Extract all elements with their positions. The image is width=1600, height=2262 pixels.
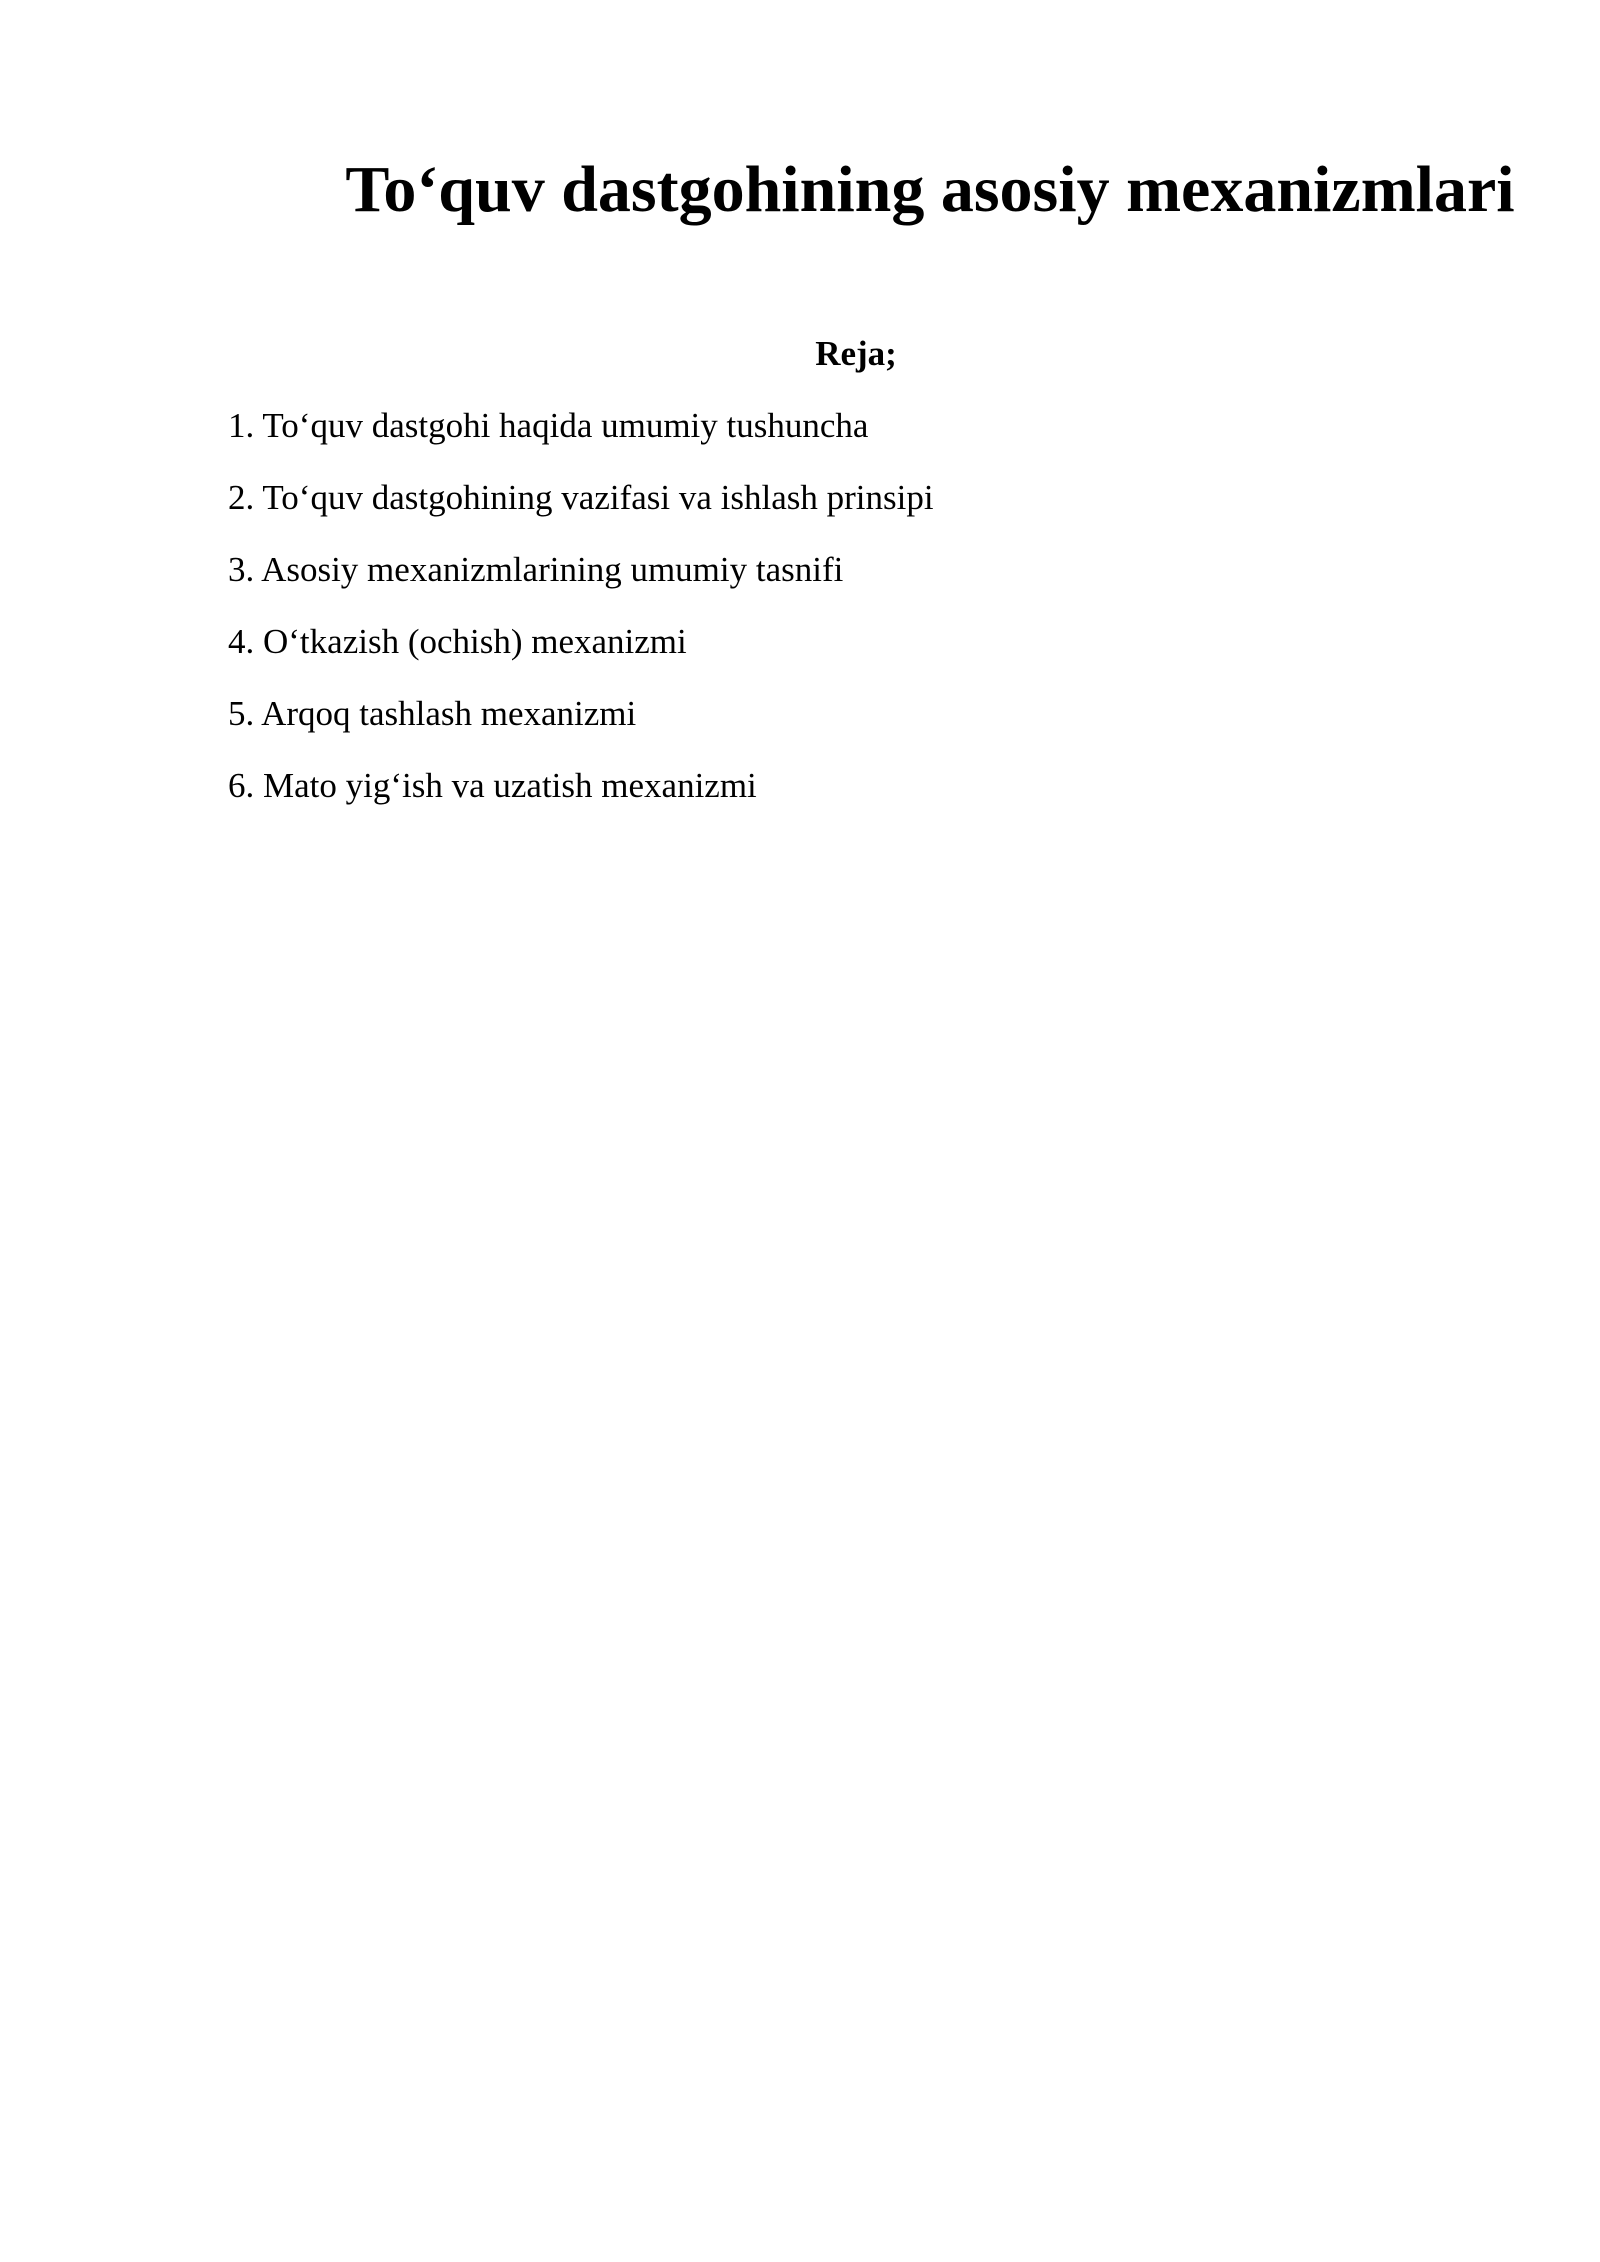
plan-item: 1. To‘quv dastgohi haqida umumiy tushuncha — [228, 406, 869, 445]
plan-item: 2. To‘quv dastgohining vazifasi va ishlash prinsipi — [228, 478, 934, 517]
plan-list — [228, 404, 934, 836]
plan-item: 3. Asosiy mexanizmlarining umumiy tasnifi — [228, 550, 844, 589]
page-title: To‘quv dastgohining asosiy mexanizmlari — [345, 153, 1515, 226]
plan-item: 5. Arqoq tashlash mexanizmi — [228, 694, 637, 733]
plan-item: 6. Mato yig‘ish va uzatish mexanizmi — [228, 766, 757, 805]
plan-item: 4. O‘tkazish (ochish) mexanizmi — [228, 622, 687, 661]
plan-heading: Reja; — [815, 334, 897, 373]
